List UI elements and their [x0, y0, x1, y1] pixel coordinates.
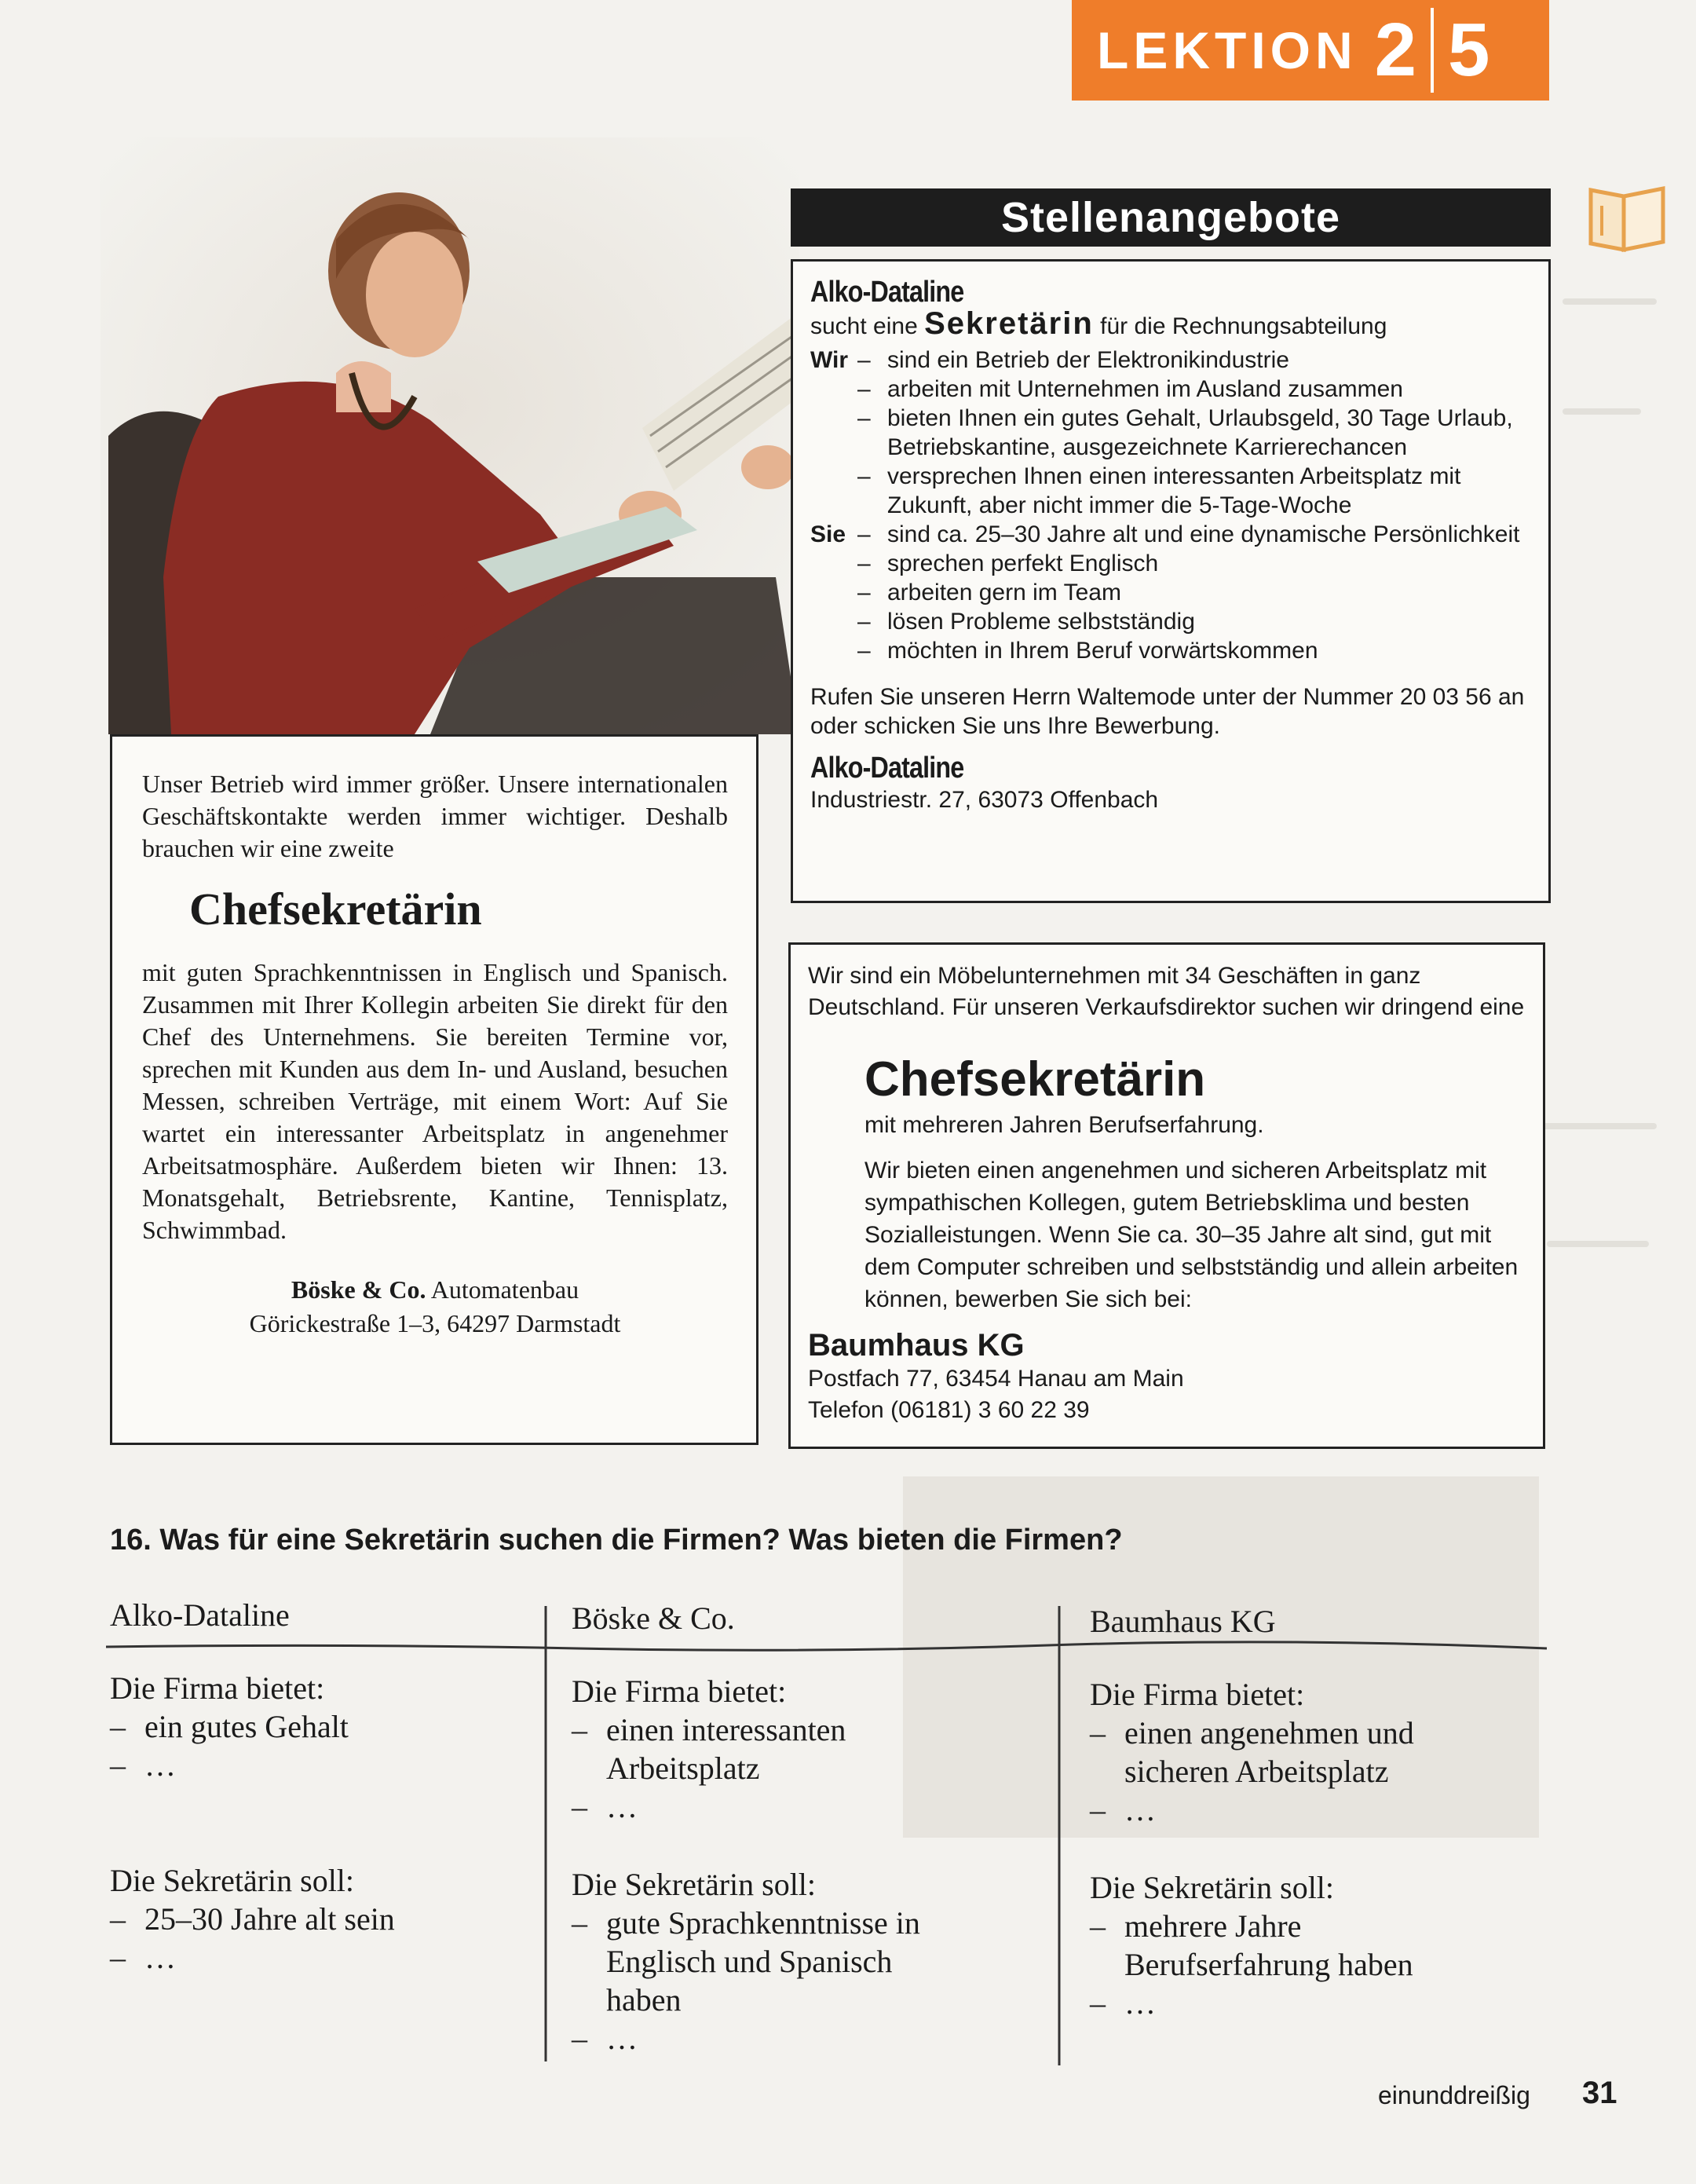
offer-item: – …: [1090, 1791, 1498, 1829]
ghost-line: [1563, 298, 1657, 305]
should-item: – 25–30 Jahre alt sein: [110, 1900, 534, 1938]
boske-ad: [110, 734, 758, 1445]
baumhaus-address: Postfach 77, 63454 Hanau am Main: [808, 1366, 1184, 1392]
list-item: – möchten in Ihrem Beruf vorwärtskommen: [857, 636, 1531, 665]
boske-company-type: Automatenbau: [430, 1275, 579, 1304]
alko-sie-section: [810, 520, 1531, 665]
offer-label: Die Firma bietet:: [1090, 1677, 1305, 1712]
lesson-label: LEKTION: [1097, 21, 1358, 79]
baumhaus-phone: Telefon (06181) 3 60 22 39: [808, 1397, 1090, 1423]
baumhaus-subtitle: mit mehreren Jahren Berufserfahrung.: [864, 1112, 1264, 1138]
list-item: – arbeiten gern im Team: [857, 578, 1531, 607]
baumhaus-intro: Wir sind ein Möbelunternehmen mit 34 Geschäften in ganz Deutschland. Für unseren Verkaufsdirektor suchen wir dringend eine: [808, 963, 1525, 1020]
boske-address: Görickestraße 1–3, 64297 Darmstadt: [249, 1309, 621, 1337]
baumhaus-body: Wir bieten einen angenehmen und sicheren Arbeitsplatz mit sympathischen Kollegen, gutem Betriebsklima und besten Sozialleistungen. Wenn Sie ca. 30–35 Jahre alt sind, gut mit dem Computer schreiben und selbstständig und allein arbeiten können, bewerben Sie sich bei:: [864, 1158, 1519, 1312]
exercise-column-baumhaus: [1090, 1602, 1498, 2022]
boske-company: [142, 1273, 728, 1341]
exercise-title: 16. Was für eine Sekretärin suchen die Firmen? Was bieten die Firmen?: [110, 1524, 1123, 1557]
lesson-number: 2: [1374, 8, 1417, 92]
alko-wir-label: Wir: [810, 347, 849, 373]
woman-reading-newspaper-photo: [101, 137, 799, 734]
should-label: Die Sekretärin soll:: [572, 1867, 817, 1902]
baumhaus-ad: [788, 942, 1545, 1449]
page-number: 31: [1582, 2076, 1617, 2110]
list-item: – sind ein Betrieb der Elektronikindustrie: [857, 346, 1531, 375]
list-item: – sind ca. 25–30 Jahre alt und eine dynamische Persönlichkeit: [857, 520, 1531, 549]
baumhaus-title: Chefsekretärin: [864, 1052, 1206, 1107]
alko-dataline-ad: [791, 259, 1551, 903]
list-item: – lösen Probleme selbstständig: [857, 607, 1531, 636]
alko-wir-list: [857, 346, 1531, 520]
alko-headline-pre: sucht eine: [810, 313, 918, 339]
offer-label: Die Firma bietet:: [110, 1670, 325, 1706]
ghost-line: [1547, 1241, 1649, 1247]
page-number-word: einunddreißig: [1378, 2081, 1530, 2109]
book-icon: [1585, 182, 1671, 258]
alko-headline: [810, 306, 1531, 341]
list-item: – sprechen perfekt Englisch: [857, 549, 1531, 578]
boske-company-name: Böske & Co.: [291, 1275, 426, 1304]
column-header: Böske & Co.: [572, 1601, 735, 1636]
alko-address: Industriestr. 27, 63073 Offenbach: [810, 787, 1159, 813]
ghost-line: [1539, 1123, 1657, 1129]
list-item: – arbeiten mit Unternehmen im Ausland zusammen: [857, 375, 1531, 404]
exercise-column-boske: [572, 1599, 980, 2058]
offer-item: – einen interessanten Arbeitsplatz: [572, 1710, 952, 1787]
should-item: – …: [110, 1938, 534, 1977]
ghost-line: [1563, 408, 1641, 415]
alko-headline-post: für die Rechnungsabteilung: [1100, 313, 1387, 339]
offer-label: Die Firma bietet:: [572, 1674, 787, 1709]
alko-sie-list: [857, 520, 1531, 665]
section-number: 5: [1448, 8, 1490, 92]
offer-item: – …: [110, 1746, 534, 1784]
alko-contact: Rufen Sie unseren Herrn Waltemode unter der Nummer 20 03 56 an oder schicken Sie uns Ihre Bewerbung.: [810, 684, 1525, 739]
list-item: – versprechen Ihnen einen interessanten Arbeitsplatz mit Zukunft, aber nicht immer die 5-Tage-Woche: [857, 462, 1531, 520]
column-header: Baumhaus KG: [1090, 1604, 1276, 1639]
boske-intro: Unser Betrieb wird immer größer. Unsere internationalen Geschäftskontakte werden immer wichtiger. Deshalb brauchen wir eine zweite: [142, 770, 728, 862]
offer-item: – ein gutes Gehalt: [110, 1707, 534, 1746]
boske-title: Chefsekretärin: [189, 883, 482, 935]
alko-headline-position: Sekretärin: [924, 306, 1094, 341]
alko-brand: Alko-Dataline: [810, 276, 964, 309]
baumhaus-company: Baumhaus KG: [808, 1328, 1025, 1363]
should-label: Die Sekretärin soll:: [110, 1863, 355, 1898]
alko-sie-label: Sie: [810, 521, 846, 547]
alko-wir-section: [810, 346, 1531, 520]
should-item: – mehrere Jahre Berufserfahrung haben: [1090, 1907, 1470, 1984]
should-item: – …: [572, 2019, 980, 2058]
lesson-tab: [1072, 0, 1549, 101]
boske-body: mit guten Sprachkenntnissen in Englisch und Spanisch. Zusammen mit Ihrer Kollegin arbeiten Sie direkt für den Chef des Unternehmens. Sie bereiten Termine vor, sprechen mit Kunden aus dem In- und Ausland, besuchen Messen, schreiben Verträge, mit einem Wort: Auf Sie wartet ein interessanter Arbeitsplatz in angenehmer Arbeitsatmosphäre. Außerdem bieten wir Ihnen: 13. Monatsgehalt, Betriebsrente, Kantine, Tennisplatz, Schwimmbad.: [142, 958, 728, 1244]
should-item: – gute Sprachkenntnisse in Englisch und Spanisch haben: [572, 1904, 952, 2019]
exercise-column-alko: [110, 1596, 534, 1977]
lesson-divider: [1431, 8, 1434, 93]
should-label: Die Sekretärin soll:: [1090, 1870, 1335, 1905]
job-ads-heading: Stellenangebote: [791, 188, 1551, 247]
alko-brand-footer: Alko-Dataline: [810, 752, 964, 785]
offer-item: – einen angenehmen und sicheren Arbeitsplatz: [1090, 1714, 1501, 1791]
should-item: – …: [1090, 1984, 1498, 2022]
column-header: Alko-Dataline: [110, 1597, 290, 1633]
list-item: – bieten Ihnen ein gutes Gehalt, Urlaubsgeld, 30 Tage Urlaub, Betriebskantine, ausgezeichnete Karrierechancen: [857, 404, 1531, 462]
offer-item: – …: [572, 1787, 980, 1826]
